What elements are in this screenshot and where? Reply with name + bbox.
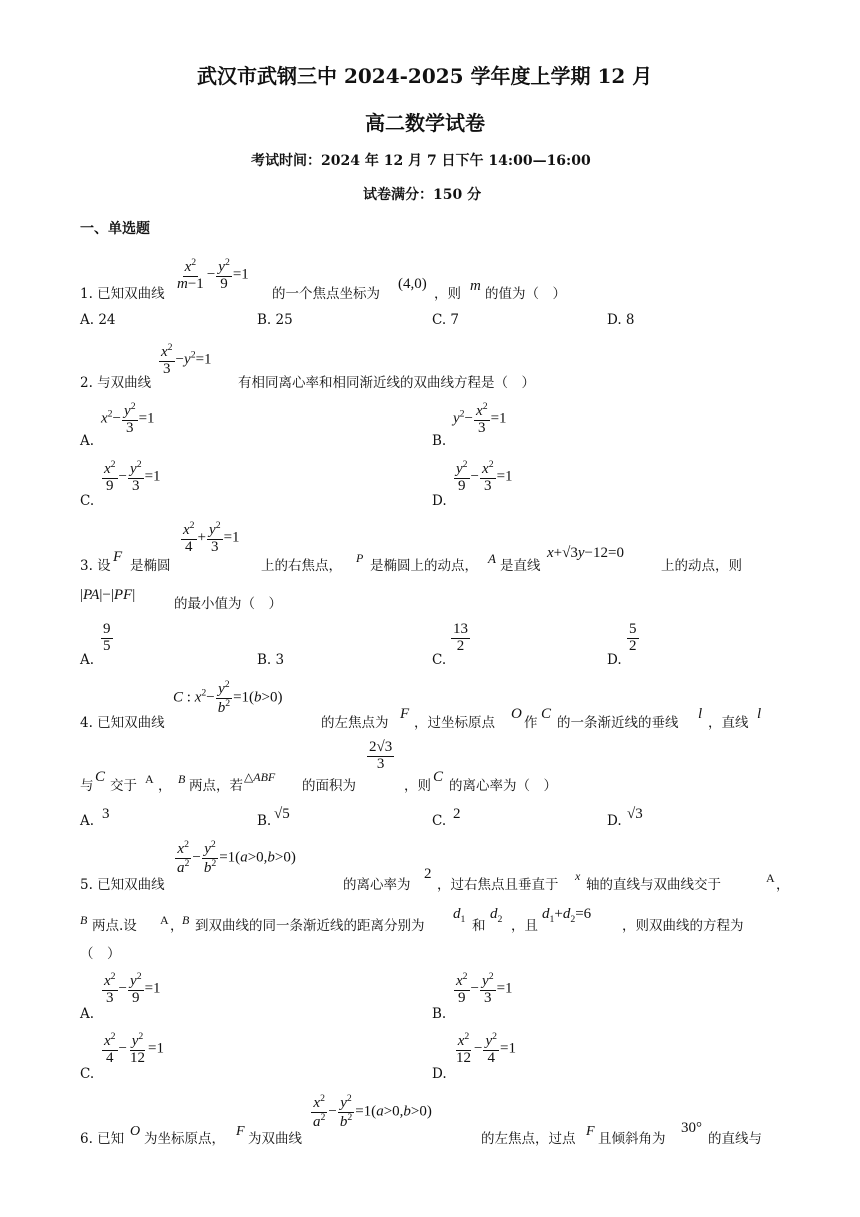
d1: $d_1$	[453, 906, 466, 925]
exam-time: 考试时间：2024 年 12 月 7 日下午 14:00—16:00	[251, 153, 591, 169]
q1-option-a[interactable]: A. 24	[80, 312, 116, 328]
section-heading: 一、单选题	[80, 221, 150, 237]
q1-option-d[interactable]: D. 8	[607, 312, 635, 328]
q2-option-b[interactable]: B.	[432, 433, 447, 449]
q2-option-d[interactable]: D.	[432, 493, 447, 509]
q3-option-a-value: $\frac{9}{5}$	[103, 621, 111, 654]
q5-option-c[interactable]: C.	[80, 1066, 95, 1082]
distance-sum: $d_1+d_2=6$	[542, 906, 592, 925]
q2-option-a[interactable]: A.	[80, 433, 95, 449]
q4-option-d[interactable]: D.	[607, 813, 622, 829]
q3-option-b[interactable]: B. 3	[257, 652, 285, 668]
q5-option-d[interactable]: D.	[432, 1066, 447, 1082]
q2-option-d-formula: $\frac{y^2}{9}$ − $\frac{x^2}{3}$ =1	[456, 459, 513, 494]
area-value-q4: $\frac{2√3}{3}$	[369, 739, 393, 772]
q4-option-a[interactable]: A.	[80, 813, 95, 829]
distance-expression-q3: |PA|−|PF|	[80, 587, 136, 603]
hyperbola-equation-q6: $\frac{x^2}{a^2}$ − $\frac{y^2}{b^2}$ =1(a>0,b>0)	[313, 1093, 432, 1130]
q5-option-c-formula: $\frac{x^2}{4}$ − $\frac{y^2}{12}$ =1	[104, 1031, 164, 1066]
q5-option-a[interactable]: A.	[80, 1006, 95, 1022]
q2-option-c-formula: $\frac{x^2}{9}$ − $\frac{y^2}{3}$ =1	[104, 459, 161, 494]
q5-option-b[interactable]: B.	[432, 1006, 447, 1022]
q5-option-a-formula: $\frac{x^2}{3}$ − $\frac{y^2}{9}$ =1	[104, 971, 161, 1006]
q4-option-b-value: √5	[274, 806, 290, 822]
exam-subtitle: 高二数学试卷	[365, 111, 485, 135]
hyperbola-equation-q1: $\frac{x^2}{m-1}$ − $\frac{y^2}{9}$ =1	[177, 257, 249, 292]
q3-option-d[interactable]: D.	[607, 652, 622, 668]
q3-option-c[interactable]: C.	[432, 652, 447, 668]
angle-30: 30°	[681, 1120, 702, 1136]
q2-option-b-formula: $y^2-$ $\frac{x^2}{3}$ =1	[453, 401, 507, 436]
triangle-abf: △ABF	[244, 770, 276, 784]
q3-option-d-value: $\frac{5}{2}$	[629, 621, 637, 654]
ellipse-equation-q3: $\frac{x^2}{4}$ + $\frac{y^2}{3}$ =1	[183, 520, 240, 555]
q1-option-b[interactable]: B. 25	[257, 312, 293, 328]
q4-option-b[interactable]: B.	[257, 813, 272, 829]
q1-option-c[interactable]: C. 7	[432, 312, 460, 328]
exam-title: 武汉市武钢三中 2024-2025 学年度上学期 12 月	[197, 64, 653, 88]
q4-option-d-value: √3	[627, 806, 643, 822]
q4-option-c[interactable]: C.	[432, 813, 447, 829]
q2-option-a-formula: $x^2-$ $\frac{y^2}{3}$ =1	[101, 401, 155, 436]
q5-option-d-formula: $\frac{x^2}{12}$ − $\frac{y^2}{4}$ =1	[456, 1031, 516, 1066]
q4-option-a-value: 3	[102, 806, 110, 822]
q4-option-c-value: 2	[453, 806, 461, 822]
q2-option-c[interactable]: C.	[80, 493, 95, 509]
hyperbola-equation-q4: C : $x^2-$ $\frac{y^2}{b^2}$ =1(b>0)	[173, 679, 283, 716]
q3-option-a[interactable]: A.	[80, 652, 95, 668]
line-equation-q3: x+√3y−12=0	[547, 545, 624, 561]
hyperbola-equation-q5: $\frac{x^2}{a^2}$ − $\frac{y^2}{b^2}$ =1(a>0,b>0)	[177, 839, 296, 876]
hyperbola-equation-q2: $\frac{x^2}{3}$ $-y^2=1$	[161, 342, 212, 377]
q5-option-b-formula: $\frac{x^2}{9}$ − $\frac{y^2}{3}$ =1	[456, 971, 513, 1006]
q3-option-c-value: $\frac{13}{2}$	[453, 621, 468, 654]
d2: $d_2$	[490, 906, 503, 925]
full-score: 试卷满分：150 分	[363, 187, 482, 203]
